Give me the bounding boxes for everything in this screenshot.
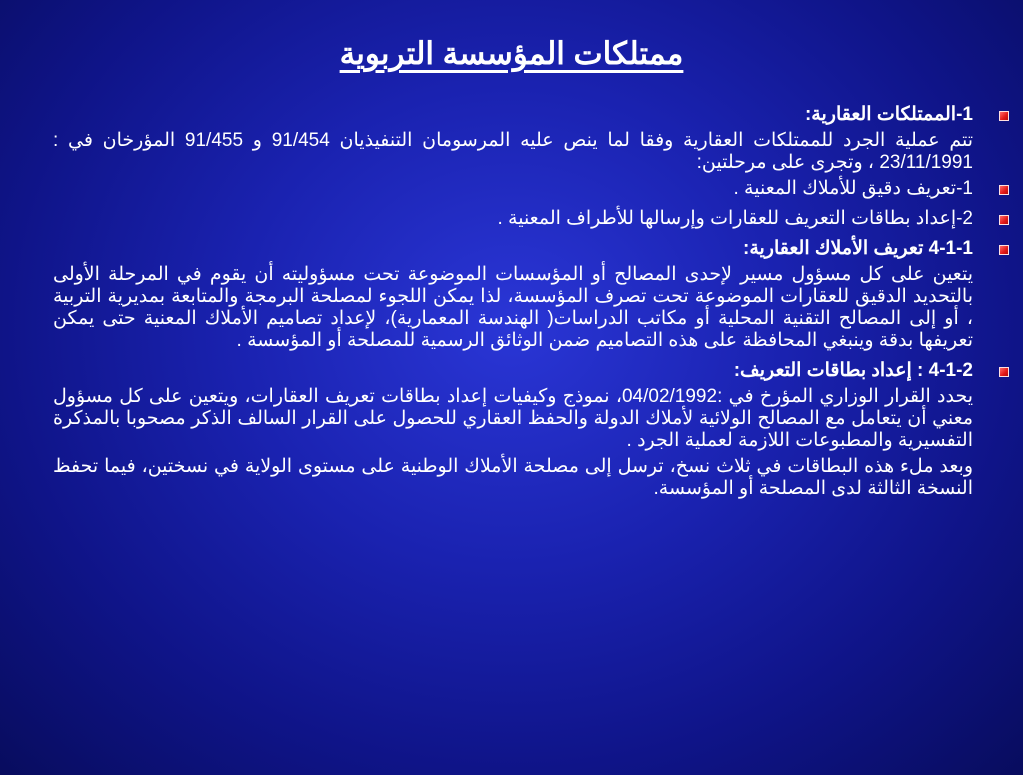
list-item-text: 1-تعريف دقيق للأملاك المعنية .	[733, 178, 973, 199]
list-item-prepare-cards	[53, 208, 973, 230]
section-heading-definition	[53, 238, 973, 260]
list-item-text: 2-إعداد بطاقات التعريف للعقارات وإرسالها للأطراف المعنية .	[497, 208, 973, 229]
section-heading-real-estate	[53, 104, 973, 126]
red-square-bullet-icon	[999, 185, 1009, 195]
heading-text: 4-1-2 : إعداد بطاقات التعريف:	[733, 360, 973, 381]
paragraph-cards-decree: يحدد القرار الوزاري المؤرخ في :04/02/1992، نموذج وكيفيات إعداد بطاقات تعريف العقارات، ويتعين على كل مسؤول معني أن يتعامل مع المصالح الولائية لأملاك الدولة والحفظ العقاري للحصول على القرار السالف الذكر مصحوبا بالمذكرة التفسيرية والمطبوعات اللازمة لعملية الجرد .	[53, 386, 974, 451]
paragraph-definition-body: يتعين على كل مسؤول مسير لإحدى المصالح أو المؤسسات الموضوعة تحت مسؤوليته أن يقوم في المرحلة الأولى بالتحديد الدقيق للعقارات الموضوعة تحت تصرف المؤسسة، لذا يمكن اللجوء لمصلحة البرمجة والمتابعة بمديرية التربية ، أو إلى المصالح التقنية المحلية أو مكاتب الدراسات( الهندسة المعمارية)، لإعداد تصاميم الأملاك المعنية حتى يمكن تعريفها بدقة وينبغي المحافظة على هذه التصاميم ضمن الوثائق الرسمية للمصلحة أو المؤسسة .	[53, 264, 973, 351]
red-square-bullet-icon	[999, 215, 1009, 225]
heading-text: 1-الممتلكات العقارية:	[804, 104, 973, 125]
slide-body	[53, 104, 973, 500]
section-heading-cards	[53, 360, 973, 382]
red-square-bullet-icon	[999, 111, 1009, 121]
list-item-define-properties	[53, 178, 973, 200]
red-square-bullet-icon	[999, 367, 1009, 377]
heading-text: 4-1-1 تعريف الأملاك العقارية:	[743, 238, 973, 259]
slide-title: ممتلكات المؤسسة التربوية	[339, 36, 684, 71]
paragraph-cards-copies: وبعد ملء هذه البطاقات في ثلاث نسخ، ترسل إلى مصلحة الأملاك الوطنية على مستوى الولاية في نسختين، فيما تحفظ النسخة الثالثة لدى المصلحة أو المؤسسة.	[53, 456, 973, 499]
paragraph-inventory-intro: تتم عملية الجرد للممتلكات العقارية وفقا لما ينص عليه المرسومان التنفيذيان 91/454 و 91/455 المؤرخان في : 23/11/1991 ، وتجرى على مرحلتين:	[53, 130, 973, 173]
red-square-bullet-icon	[999, 245, 1009, 255]
